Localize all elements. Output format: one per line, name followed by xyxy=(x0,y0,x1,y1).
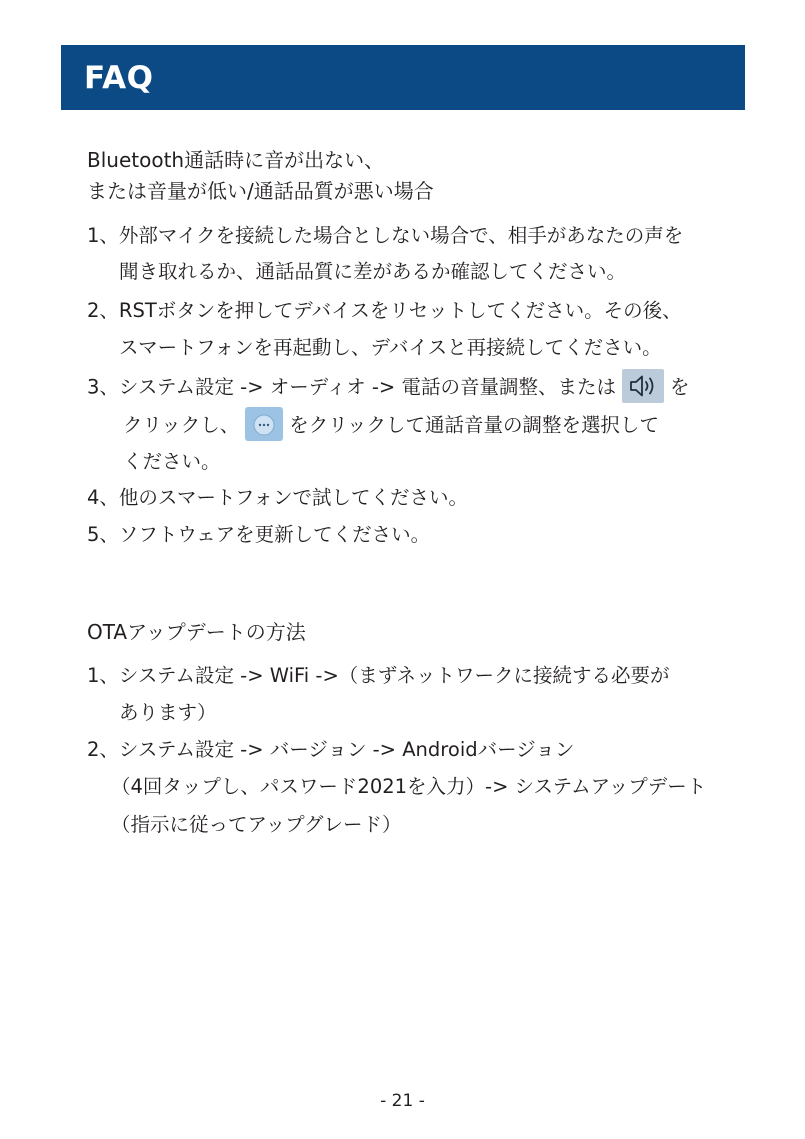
more-options-icon xyxy=(245,407,283,441)
page-title: FAQ xyxy=(84,60,154,96)
faq-item-2-line1: 2、RSTボタンを押してデバイスをリセットしてください。その後、 xyxy=(87,299,682,322)
ota-item-2-line2: （4回タップし、パスワード2021を入力）-> システムアップデート xyxy=(111,775,707,798)
faq-item-3-line1 xyxy=(87,371,689,405)
faq-item-3-line1-suffix: を xyxy=(669,375,690,399)
ota-item-1-line2: あります） xyxy=(119,701,217,724)
speaker-volume-icon xyxy=(622,369,664,403)
section-title-bluetooth-line2: または音量が低い/通話品質が悪い場合 xyxy=(87,179,434,203)
header-bar xyxy=(61,45,745,110)
faq-item-1-line1: 1、外部マイクを接続した場合としない場合で、相手があなたの声を xyxy=(87,224,684,247)
ota-item-1-line1: 1、システム設定 -> WiFi ->（まずネットワークに接続する必要が xyxy=(87,664,670,687)
faq-item-3-line2-text: クリックし、 xyxy=(123,413,240,437)
faq-item-5-line1: 5、ソフトウェアを更新してください。 xyxy=(87,523,431,546)
faq-item-2-line2: スマートフォンを再起動し、デバイスと再接続してください。 xyxy=(119,336,662,359)
faq-item-3-line3: ください。 xyxy=(123,450,221,473)
more-options-icon-graphic xyxy=(245,407,283,441)
section-title-bluetooth-line1: Bluetooth通話時に音が出ない、 xyxy=(87,148,385,172)
ota-item-2-line3: （指示に従ってアップグレード） xyxy=(111,813,402,836)
page-number: - 21 - xyxy=(380,1091,425,1111)
speaker-volume-icon-graphic xyxy=(622,369,664,403)
section-title-ota: OTAアップデートの方法 xyxy=(87,620,306,644)
faq-item-4-line1: 4、他のスマートフォンで試してください。 xyxy=(87,486,468,509)
faq-item-3-line1-text: 3、システム設定 -> オーディオ -> 電話の音量調整、または xyxy=(87,375,616,399)
faq-item-3-line2-suffix: をクリックして通話音量の調整を選択して xyxy=(289,413,659,437)
faq-item-3-line2 xyxy=(123,409,659,443)
faq-item-1-line2: 聞き取れるか、通話品質に差があるか確認してください。 xyxy=(119,260,627,283)
ota-item-2-line1: 2、システム設定 -> バージョン -> Androidバージョン xyxy=(87,738,575,761)
